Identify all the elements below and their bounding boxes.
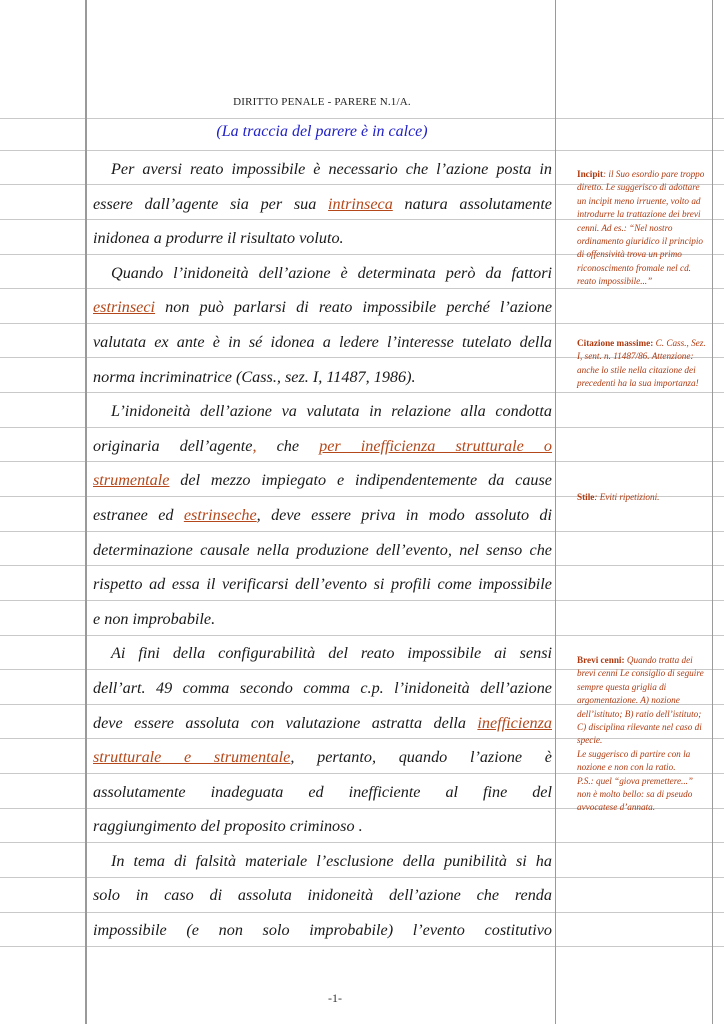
body-line <box>93 429 552 464</box>
revision-mark: intrinseca <box>328 194 393 213</box>
body-line <box>93 878 552 913</box>
note-text: P.S.: quel “giova premettere...” non è molto bello: sa di pseudo avvocatese d’annata. <box>577 775 694 813</box>
right-margin-line <box>555 0 556 1024</box>
text-run: natura assolutamente <box>392 194 552 213</box>
revision-mark: inefficienza <box>477 713 552 732</box>
text-run: estranee ed <box>93 505 184 524</box>
margin-note-stile <box>577 491 709 504</box>
page-number: -1- <box>328 991 342 1005</box>
left-margin-line <box>85 0 87 1024</box>
text-run: valutata ex ante è in sé idonea a ledere l’interesse tutelato della <box>93 332 552 351</box>
body-line <box>93 325 552 360</box>
text-run: Quando l’inidoneità dell’azione è determinata però da fattori <box>111 263 552 282</box>
text-run: inidonea a produrre il risultato voluto. <box>93 229 344 248</box>
body-line <box>93 844 552 879</box>
text-run: rispetto ad essa il verificarsi dell’evento si profili come impossibile <box>93 575 552 594</box>
note-title: Citazione massime: <box>577 338 654 348</box>
margin-note-incipit <box>577 168 709 289</box>
revision-mark: estrinseci <box>93 298 156 317</box>
body-line <box>93 290 552 325</box>
text-run: assolutamente inadeguata ed inefficiente al fine del <box>93 782 552 801</box>
text-run: essere dall’agente sia per sua <box>93 194 329 213</box>
body-line <box>93 394 552 429</box>
text-run: In tema di falsità materiale l’esclusione della punibilità si ha <box>111 851 552 870</box>
text-run: determinazione causale nella produzione dell’evento, nel senso che <box>93 540 552 559</box>
body-line <box>93 152 552 187</box>
revision-mark: estrinseche <box>183 505 257 524</box>
text-run: norma incriminatrice (Cass., sez. I, 11487, 1986). <box>93 367 416 386</box>
text-run: originaria dell’agente <box>93 436 253 455</box>
body-line <box>93 740 552 775</box>
text-run: e non improbabile. <box>93 609 216 628</box>
document-header: DIRITTO PENALE - PARERE N.1/A. <box>233 96 411 108</box>
body-line <box>93 498 552 533</box>
body-line <box>93 913 552 948</box>
note-title: Stile <box>577 492 595 502</box>
rule-line <box>0 150 724 151</box>
body-line <box>93 360 552 395</box>
margin-note-citazione <box>577 337 709 391</box>
text-run: solo in caso di assoluta inidoneità dell’azione che renda <box>93 886 552 905</box>
note-text: : il Suo esordio pare troppo diretto. Le suggerisco di adottare un incipit meno irruente, volto ad introdurre la trattazione dei brevi cenni. Ad es.: “Nel nostro ordinamento giuridico il principio di offensività trova un primo riconoscimento fromale nel cd. reato impossibile...” <box>577 169 705 287</box>
revision-mark: , <box>252 436 257 455</box>
text-run: Ai fini della configurabilità del reato impossibile ai sensi <box>111 644 552 663</box>
text-run: raggiungimento del proposito criminoso . <box>93 817 363 836</box>
body-line <box>93 671 552 706</box>
body-line <box>93 567 552 602</box>
revision-mark: strumentale <box>93 471 170 490</box>
note-text: C. Cass., Sez. I, sent. n. 11487/86. Attenzione: anche lo stile nella citazione dei precedenti ha la sua importanza! <box>577 338 706 389</box>
body-line <box>93 775 552 810</box>
body-line <box>93 187 552 222</box>
note-text: Quando tratta dei brevi cenni Le consiglio di seguire sempre questa griglia di argomentazione. A) nozione dell’istituto; B) ratio dell’istituto; C) disciplina rilevante nel caso di specie. <box>577 655 704 746</box>
body-line <box>93 256 552 291</box>
note-text: Le suggerisco di partire con la nozione e non con la ratio. <box>577 748 691 773</box>
body-line <box>93 221 552 256</box>
text-run: L’inidoneità dell’azione va valutata in relazione alla condotta <box>111 402 552 421</box>
body-line <box>93 463 552 498</box>
text-run: dell’art. 49 comma secondo comma c.p. l’inidoneità dell’azione <box>93 678 552 697</box>
margin-note-brevi-cenni <box>577 654 709 815</box>
text-run: del mezzo impiegato e indipendentemente da cause <box>169 471 552 490</box>
note-title: Brevi cenni: <box>577 655 625 665</box>
revision-mark: per inefficienza strutturale o <box>319 436 552 455</box>
body-line <box>93 706 552 741</box>
body-line <box>93 636 552 671</box>
revision-mark: strutturale e strumentale <box>93 748 291 767</box>
document-body <box>93 152 552 948</box>
body-line <box>93 809 552 844</box>
notes-margin-line <box>712 0 713 1024</box>
text-run: impossibile (e non solo improbabile) l’evento costitutivo <box>93 921 552 940</box>
text-run: , pertanto, quando l’azione è <box>290 748 552 767</box>
text-run: , deve essere priva in modo assoluto di <box>256 505 552 524</box>
note-title: Incipit <box>577 169 604 179</box>
document-subtitle: (La traccia del parere è in calce) <box>216 123 428 140</box>
rule-line <box>0 118 724 119</box>
text-run: non può parlarsi di reato impossibile perché l’azione <box>155 298 552 317</box>
text-run: Per aversi reato impossibile è necessario che l’azione posta in <box>111 160 552 178</box>
text-run: che <box>256 436 320 455</box>
body-line <box>93 533 552 568</box>
note-text: : Eviti ripetizioni. <box>594 492 660 502</box>
text-run: deve essere assoluta con valutazione astratta della <box>93 713 478 732</box>
body-line <box>93 602 552 637</box>
